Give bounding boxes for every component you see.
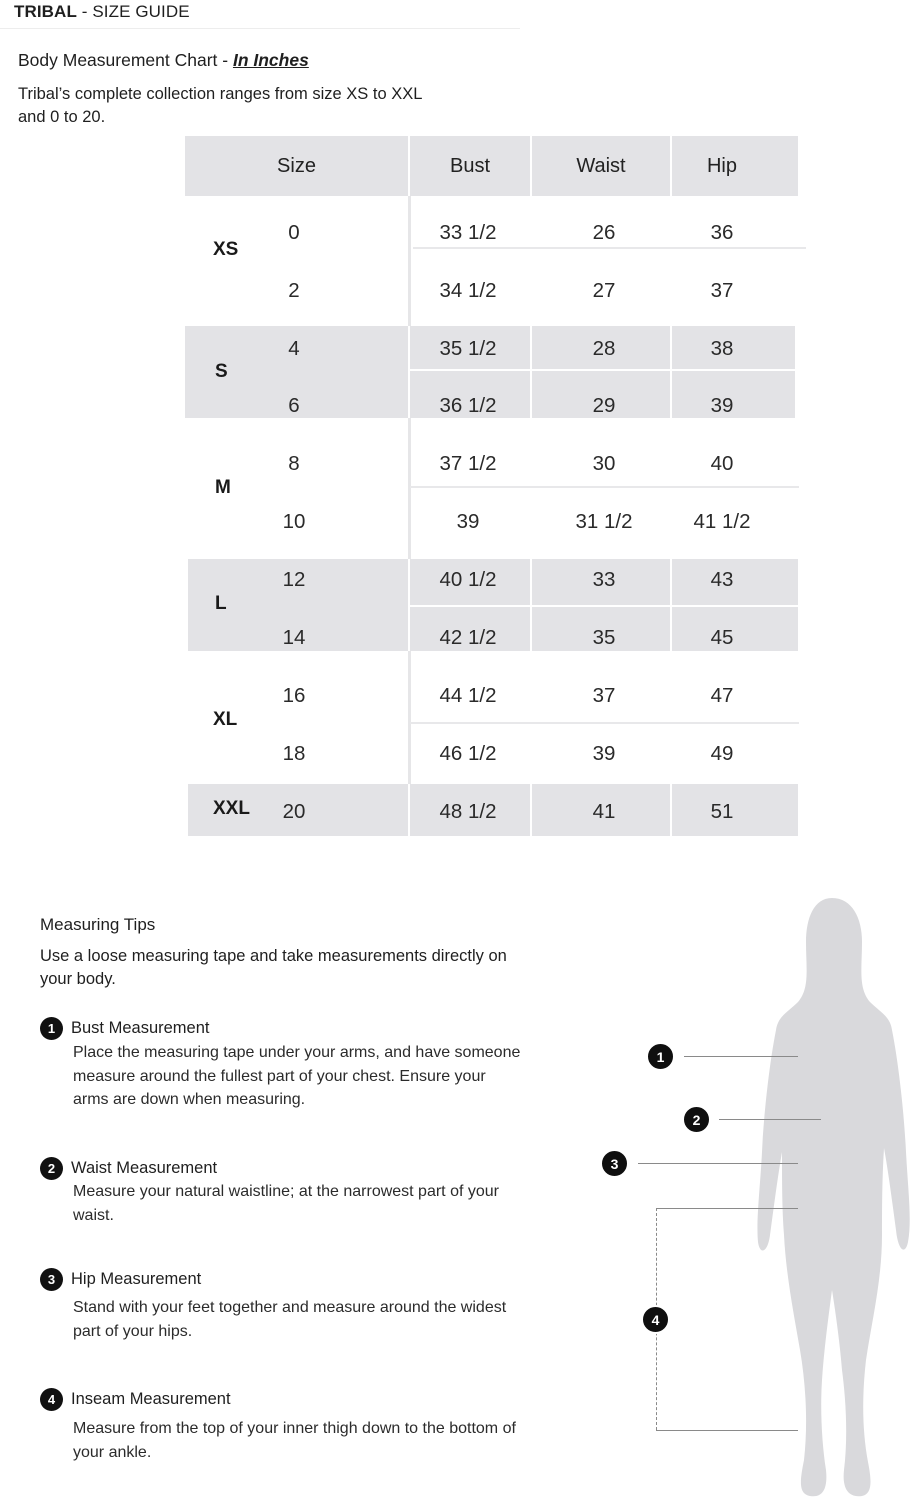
waist-cell: 29: [592, 394, 616, 417]
brand-name: TRIBAL: [14, 2, 77, 21]
bust-cell: 36 1/2: [439, 394, 497, 417]
hip-cell: 47: [710, 684, 734, 707]
size-cell: 14: [282, 626, 306, 649]
marker-4-icon: 4: [641, 1305, 670, 1334]
waist-cell: 27: [592, 279, 616, 302]
hip-cell: 38: [710, 337, 734, 360]
size-cell: 4: [288, 337, 300, 360]
bust-cell: 46 1/2: [439, 742, 497, 765]
chart-title: [18, 50, 309, 71]
waist-cell: 26: [592, 221, 616, 244]
waist-cell: 30: [592, 452, 616, 475]
tip-heading-inseam: [40, 1388, 231, 1411]
tips-title: Measuring Tips: [40, 915, 156, 934]
chart-title-prefix: Body Measurement Chart -: [18, 50, 233, 70]
body-figure: [600, 890, 914, 1500]
hip-cell: 51: [710, 800, 734, 823]
group-label-xl: XL: [213, 709, 238, 730]
size-cell: 20: [282, 800, 306, 823]
chart-intro-line-2: and 0 to 20.: [18, 108, 106, 126]
row-separator: [410, 486, 799, 488]
waist-cell: 33: [592, 568, 616, 591]
marker-3-icon: 3: [600, 1149, 629, 1178]
number-4-icon: 4: [40, 1388, 63, 1411]
tip-title: Hip Measurement: [71, 1270, 202, 1288]
page-header: [14, 2, 190, 22]
number-2-icon: 2: [40, 1157, 63, 1180]
bust-cell: 48 1/2: [439, 800, 497, 823]
number-3-icon: 3: [40, 1268, 63, 1291]
chart-intro-line-1: Tribal’s complete collection ranges from size XS to XXL: [18, 85, 423, 103]
waist-cell: 31 1/2: [575, 510, 633, 533]
row-separator: [410, 605, 798, 607]
waist-cell: 39: [592, 742, 616, 765]
bust-leader-line: [684, 1056, 798, 1057]
chart-intro: [18, 83, 458, 129]
col-rule: [408, 418, 411, 559]
hip-cell: 40: [710, 452, 734, 475]
waist-cell: 28: [592, 337, 616, 360]
tip-heading-bust: [40, 1017, 209, 1040]
waist-cell: 35: [592, 626, 616, 649]
group-label-l: L: [215, 593, 227, 614]
size-table: [185, 136, 810, 838]
tip-body-hip: Stand with your feet together and measure around the widest part of your hips.: [73, 1299, 507, 1340]
hip-cell: 45: [710, 626, 734, 649]
tip-body-inseam: Measure from the top of your inner thigh down to the bottom of your ankle.: [73, 1420, 516, 1461]
chart-unit-link: In Inches: [232, 50, 309, 70]
hip-leader-line: [638, 1163, 798, 1164]
bust-cell: 42 1/2: [439, 626, 497, 649]
tip-body-waist: Measure your natural waistline; at the narrowest part of your waist.: [73, 1183, 499, 1224]
size-cell: 10: [282, 510, 306, 533]
hip-cell: 41 1/2: [693, 510, 751, 533]
bust-cell: 44 1/2: [439, 684, 497, 707]
bust-cell: 33 1/2: [439, 221, 497, 244]
tip-body-bust: Place the measuring tape under your arms, and have someone measure around the fullest part of your chest. Ensure your arms are down when measuring.: [73, 1044, 521, 1108]
header-divider: [0, 28, 520, 29]
bust-cell: 37 1/2: [439, 452, 497, 475]
bust-cell: 40 1/2: [439, 568, 497, 591]
group-label-xs: XS: [213, 239, 239, 260]
header-subtitle: - SIZE GUIDE: [76, 2, 190, 21]
group-label-xxl: XXL: [213, 798, 250, 819]
size-cell: 0: [288, 221, 300, 244]
inseam-bottom-line: [656, 1430, 798, 1431]
row-separator: [410, 369, 795, 371]
tip-heading-waist: [40, 1157, 217, 1180]
inseam-top-line: [656, 1208, 798, 1209]
tip-title: Bust Measurement: [71, 1019, 210, 1037]
bust-cell: 35 1/2: [439, 337, 497, 360]
bust-cell: 39: [456, 510, 480, 533]
size-cell: 2: [288, 279, 300, 302]
tip-heading-hip: [40, 1268, 201, 1291]
waist-leader-line: [719, 1119, 821, 1120]
hip-cell: 36: [710, 221, 734, 244]
group-label-m: M: [215, 477, 231, 498]
col-rule: [408, 196, 411, 326]
header-bust: Bust: [449, 155, 491, 177]
waist-cell: 37: [592, 684, 616, 707]
marker-2-icon: 2: [682, 1105, 711, 1134]
bust-cell: 34 1/2: [439, 279, 497, 302]
size-cell: 16: [282, 684, 306, 707]
hip-cell: 49: [710, 742, 734, 765]
female-silhouette-icon: [600, 890, 914, 1500]
row-separator: [410, 722, 799, 724]
marker-1-icon: 1: [646, 1042, 675, 1071]
size-cell: 18: [282, 742, 306, 765]
hip-cell: 39: [710, 394, 734, 417]
hip-cell: 37: [710, 279, 734, 302]
header-waist: Waist: [576, 155, 626, 177]
group-label-s: S: [215, 361, 228, 382]
header-size: Size: [277, 155, 316, 177]
hip-cell: 43: [710, 568, 734, 591]
tip-title: Waist Measurement: [71, 1159, 218, 1177]
tips-intro: Use a loose measuring tape and take measurements directly on your body.: [40, 947, 507, 988]
size-cell: 8: [288, 452, 300, 475]
tip-title: Inseam Measurement: [71, 1390, 231, 1408]
header-hip: Hip: [706, 155, 737, 177]
size-cell: 6: [288, 394, 300, 417]
waist-cell: 41: [592, 800, 616, 823]
size-cell: 12: [282, 568, 306, 591]
number-1-icon: 1: [40, 1017, 63, 1040]
